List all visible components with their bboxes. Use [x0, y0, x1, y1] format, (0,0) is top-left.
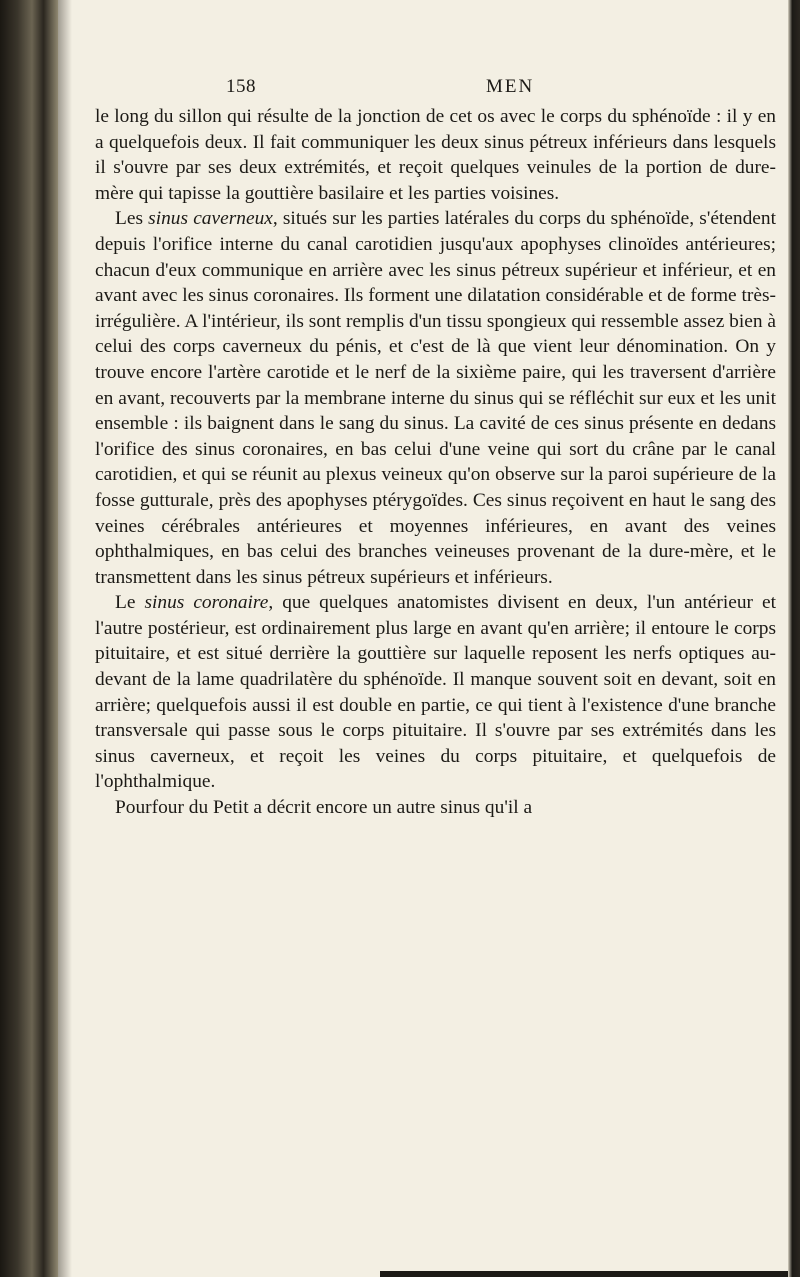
paragraph-p4: [95, 795, 776, 821]
page-number: 158: [226, 76, 256, 97]
text-run: Les: [115, 208, 149, 230]
page-body: [95, 104, 776, 821]
paragraph-p3: [95, 590, 776, 795]
page-edge: [788, 0, 800, 1277]
running-head: MEN: [486, 76, 535, 97]
bottom-rule: [380, 1271, 788, 1277]
text-run: Pourfour du Petit a décrit encore un autre sinus qu'il a: [115, 797, 533, 819]
text-run: le long du sillon qui résulte de la jonction de cet os avec le corps du sphénoïde : il y en a quelquefois deux. Il fait communiquer les deux sinus pétreux inférieurs dans lesquels il s'ouvre par ses deux extrémités, et reçoit quelques veinules de la portion de dure-mère qui tapisse la gouttière basilaire et les parties voisines.: [95, 106, 776, 204]
italic-term: sinus coronaire: [144, 592, 269, 614]
text-run: Le: [115, 592, 145, 614]
book-page: [95, 76, 776, 821]
paragraph-p1: [95, 104, 776, 206]
text-run: , que quelques anatomistes divisent en deux, l'un antérieur et l'autre postérieur, est ordinairement plus large en avant qu'en arrière; il entoure le corps pituitaire, et est situé derrière la gouttière sur laquelle reposent les nerfs optiques au-devant de la lame quadrilatère du sphénoïde. Il manque souvent soit en devant, soit en arrière; quelquefois aussi il est double en partie, ce qui tient à l'existence d'une branche transversale qui passe sous le corps pituitaire. Il s'ouvre par ses extrémités dans les sinus caverneux, et reçoit les veines du corps pituitaire, et quelquefois de l'ophthalmique.: [95, 592, 776, 793]
page-header: [95, 76, 776, 104]
italic-term: sinus caverneux: [148, 208, 273, 230]
book-gutter: [0, 0, 58, 1277]
text-run: , situés sur les parties latérales du corps du sphénoïde, s'étendent depuis l'orifice interne du canal carotidien jusqu'aux apophyses clinoïdes antérieures; chacun d'eux communique en arrière avec les sinus pétreux supérieur et inférieur, et en avant avec les sinus coronaires. Ils forment une dilatation considérable et de forme très-irrégulière. A l'intérieur, ils sont remplis d'un tissu spongieux qui ressemble assez bien à celui des corps caverneux du pénis, et c'est de là que vient leur dénomination. On y trouve encore l'artère carotide et le nerf de la sixième paire, qui les traversent d'arrière en avant, recouverts par la membrane interne du sinus qui se réfléchit sur eux et les unit ensemble : ils baignent dans le sang du sinus. La cavité de ces sinus présente en dedans l'orifice des sinus coronaires, en bas celui d'une veine qui sort du crâne par le canal carotidien, et qui se réunit au plexus veineux qu'on observe sur la paroi supérieure de la fosse gutturale, près des apophyses ptérygoïdes. Ces sinus reçoivent en haut le sang des veines cérébrales antérieures et moyennes inférieures, en avant des veines ophthalmiques, en bas celui des branches veineuses provenant de la dure-mère, et le transmettent dans les sinus pétreux supérieurs et inférieurs.: [95, 208, 776, 588]
paragraph-p2: [95, 206, 776, 590]
